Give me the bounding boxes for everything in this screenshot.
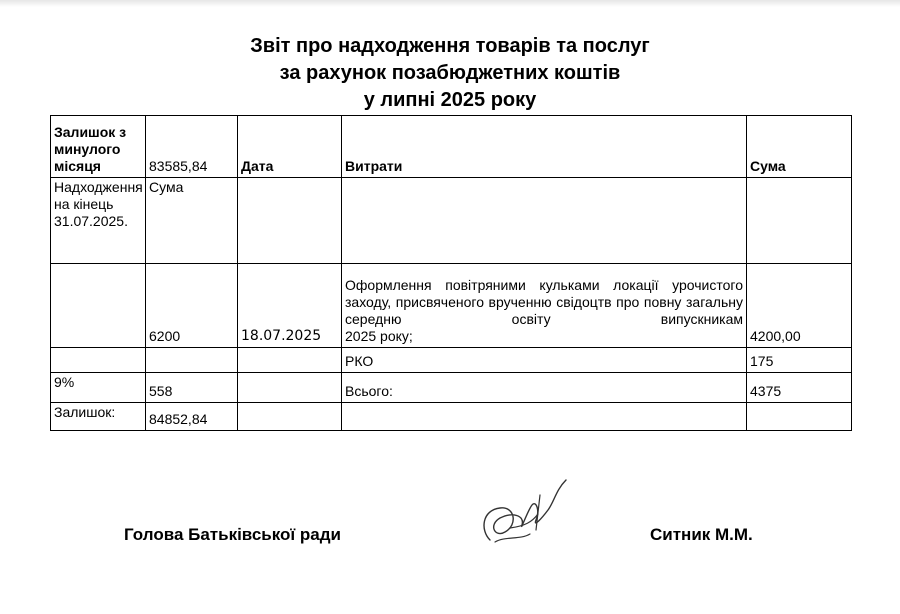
table-row-header [51, 116, 852, 178]
balance-label-cell: Залишок з минулого місяця [51, 116, 146, 178]
rko-label-cell: РКО [342, 348, 747, 373]
income-sum-label-cell: Сума [146, 178, 238, 264]
empty-cell [238, 178, 342, 264]
signatory-name: Ситник М.М. [650, 525, 753, 544]
empty-cell [747, 403, 852, 431]
income-value-cell: 6200 [146, 264, 238, 348]
total-label-cell: Всього: [342, 373, 747, 403]
balance-value-cell: 83585,84 [146, 116, 238, 178]
empty-cell [238, 348, 342, 373]
expense-description-main: Оформлення повітряними кульками локації урочистого заходу, присвяченого врученню свідоцтв про повну загальну середню освіту випускникам [345, 277, 743, 327]
table-row-remainder [51, 403, 852, 431]
expenses-header-cell: Витрати [342, 116, 747, 178]
empty-cell [238, 373, 342, 403]
expense-description-cell [342, 264, 747, 348]
remainder-label-cell: Залишок: [51, 403, 146, 431]
expense-amount-cell: 4200,00 [747, 264, 852, 348]
report-title [0, 33, 900, 114]
table-row-rko [51, 348, 852, 373]
amount-header-cell: Сума [747, 116, 852, 178]
empty-cell [342, 178, 747, 264]
table-row-percent [51, 373, 852, 403]
percent-label-cell: 9% [51, 373, 146, 403]
empty-cell [51, 348, 146, 373]
income-label-cell: Надходження на кінець 31.07.2025. [51, 178, 146, 264]
signatory-position: Голова Батьківської ради [124, 525, 341, 544]
total-value-cell: 4375 [747, 373, 852, 403]
empty-cell [238, 403, 342, 431]
handwritten-signature [470, 470, 580, 560]
title-line-1: Звіт про надходження товарів та послуг [250, 35, 650, 57]
empty-cell [342, 403, 747, 431]
date-header-cell: Дата [238, 116, 342, 178]
scan-edge [0, 0, 900, 7]
remainder-value-cell: 84852,84 [146, 403, 238, 431]
rko-amount-cell: 175 [747, 348, 852, 373]
empty-cell [747, 178, 852, 264]
expense-date-cell: 18.07.2025 [238, 264, 342, 348]
empty-cell [51, 264, 146, 348]
table-row-income [51, 178, 852, 264]
title-line-2: за рахунок позабюджетних коштів [279, 62, 621, 84]
empty-cell [146, 348, 238, 373]
report-table [50, 115, 852, 431]
table-row-expense [51, 264, 852, 348]
percent-value-cell: 558 [146, 373, 238, 403]
expense-description-last: 2025 року; [345, 328, 413, 344]
title-line-3: у липні 2025 року [363, 89, 537, 111]
